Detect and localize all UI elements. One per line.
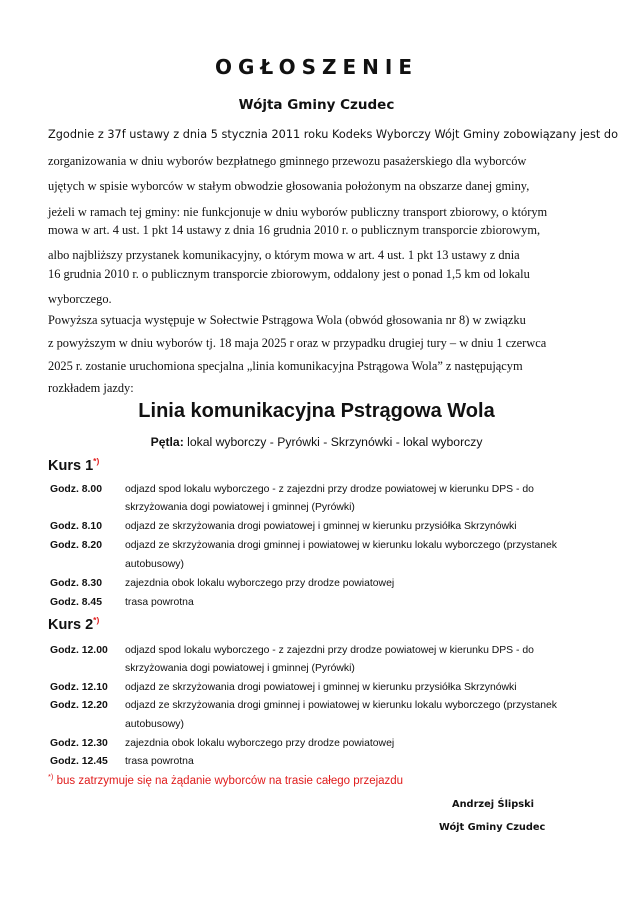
intro-line: zorganizowania w dniu wyborów bezpłatnego gminnego przewozu pasażerskiego dla wyborców bbox=[48, 154, 527, 168]
document-subtitle: Wójta Gminy Czudec bbox=[238, 97, 395, 113]
stop-desc: odjazd spod lokalu wyborczego - z zajezdni przy drodze powiatowej w kierunku DPS - do bbox=[125, 484, 534, 495]
stop-desc: autobusowy) bbox=[125, 719, 184, 730]
stop-desc: trasa powrotna bbox=[125, 597, 194, 608]
stop-desc: odjazd spod lokalu wyborczego - z zajezdni przy drodze powiatowej w kierunku DPS - do bbox=[125, 645, 534, 656]
stop-desc: odjazd ze skrzyżowania drogi gminnej i powiatowej w kierunku lokalu wyborczego (przystanek bbox=[125, 540, 557, 551]
stop-time: Godz. 12.30 bbox=[50, 738, 108, 749]
intro-line: ujętych w spisie wyborców w stałym obwodzie głosowania położonym na obszarze danej gminy, bbox=[48, 179, 530, 193]
intro-line: Zgodnie z 37f ustawy z dnia 5 stycznia 2011 roku Kodeks Wyborczy Wójt Gminy zobowiązany jest do bbox=[48, 128, 618, 141]
intro-line: jeżeli w ramach tej gminy: nie funkcjonuje w dniu wyborów publiczny transport zbiorowy, o którym bbox=[48, 205, 548, 219]
stop-desc: skrzyżowania dogi powiatowej i gminnej (Pyrówki) bbox=[125, 502, 355, 513]
stop-desc: odjazd ze skrzyżowania drogi powiatowej i gminnej w kierunku przysiółka Skrzynówki bbox=[125, 682, 517, 693]
footnote bbox=[48, 772, 403, 787]
stop-time: Godz. 12.45 bbox=[50, 756, 108, 767]
course-heading bbox=[48, 615, 99, 633]
course-marker: *) bbox=[93, 615, 100, 625]
footnote-text: bus zatrzymuje się na żądanie wyborców na trasie całego przejazdu bbox=[53, 774, 404, 787]
stop-desc: zajezdnia obok lokalu wyborczego przy drodze powiatowej bbox=[125, 578, 395, 589]
stop-time: Godz. 8.30 bbox=[50, 578, 102, 589]
course-heading bbox=[48, 456, 99, 474]
intro-line: z powyższym w dniu wyborów tj. 18 maja 2025 r oraz w przypadku drugiej tury – w dniu 1 czerwca bbox=[48, 336, 547, 350]
intro-line: albo najbliższy przystanek komunikacyjny, o którym mowa w art. 4 ust. 1 pkt 13 ustawy z dnia bbox=[48, 248, 520, 262]
loop-text: lokal wyborczy - Pyrówki - Skrzynówki - lokal wyborczy bbox=[183, 435, 483, 449]
route-loop bbox=[0, 435, 633, 449]
course-label: Kurs 2 bbox=[48, 616, 94, 633]
stop-desc: odjazd ze skrzyżowania drogi gminnej i powiatowej w kierunku lokalu wyborczego (przystanek bbox=[125, 700, 557, 711]
signature-role: Wójt Gminy Czudec bbox=[439, 822, 546, 833]
course-marker: *) bbox=[93, 456, 100, 466]
stop-time: Godz. 8.10 bbox=[50, 521, 102, 532]
stop-desc: autobusowy) bbox=[125, 559, 184, 570]
stop-desc: skrzyżowania dogi powiatowej i gminnej (Pyrówki) bbox=[125, 663, 355, 674]
stop-time: Godz. 8.20 bbox=[50, 540, 102, 551]
route-title: Linia komunikacyjna Pstrągowa Wola bbox=[138, 400, 495, 422]
stop-time: Godz. 12.10 bbox=[50, 682, 108, 693]
loop-label: Pętla: bbox=[150, 435, 184, 449]
intro-line: 16 grudnia 2010 r. o publicznym transporcie zbiorowym, oddalony jest o ponad 1,5 km od lokalu bbox=[48, 267, 530, 281]
stop-desc: odjazd ze skrzyżowania drogi powiatowej i gminnej w kierunku przysiółka Skrzynówki bbox=[125, 521, 517, 532]
intro-line: 2025 r. zostanie uruchomiona specjalna „linia komunikacyjna Pstrągowa Wola” z następującym bbox=[48, 359, 523, 373]
signature-name: Andrzej Ślipski bbox=[452, 799, 535, 810]
intro-line: mowa w art. 4 ust. 1 pkt 14 ustawy z dnia 16 grudnia 2010 r. o publicznym transporcie zbiorowym, bbox=[48, 223, 541, 237]
course-label: Kurs 1 bbox=[48, 457, 94, 474]
intro-line: Powyższa sytuacja występuje w Sołectwie Pstrągowa Wola (obwód głosowania nr 8) w związku bbox=[48, 313, 526, 327]
stop-desc: trasa powrotna bbox=[125, 756, 194, 767]
intro-line: rozkładem jazdy: bbox=[48, 381, 134, 395]
stop-time: Godz. 12.00 bbox=[50, 645, 108, 656]
stop-time: Godz. 12.20 bbox=[50, 700, 108, 711]
intro-line: wyborczego. bbox=[48, 292, 112, 306]
stop-time: Godz. 8.45 bbox=[50, 597, 102, 608]
document-title: OGŁOSZENIE bbox=[215, 55, 418, 79]
footnote-marker: *) bbox=[48, 772, 54, 781]
stop-desc: zajezdnia obok lokalu wyborczego przy drodze powiatowej bbox=[125, 738, 395, 749]
stop-time: Godz. 8.00 bbox=[50, 484, 102, 495]
